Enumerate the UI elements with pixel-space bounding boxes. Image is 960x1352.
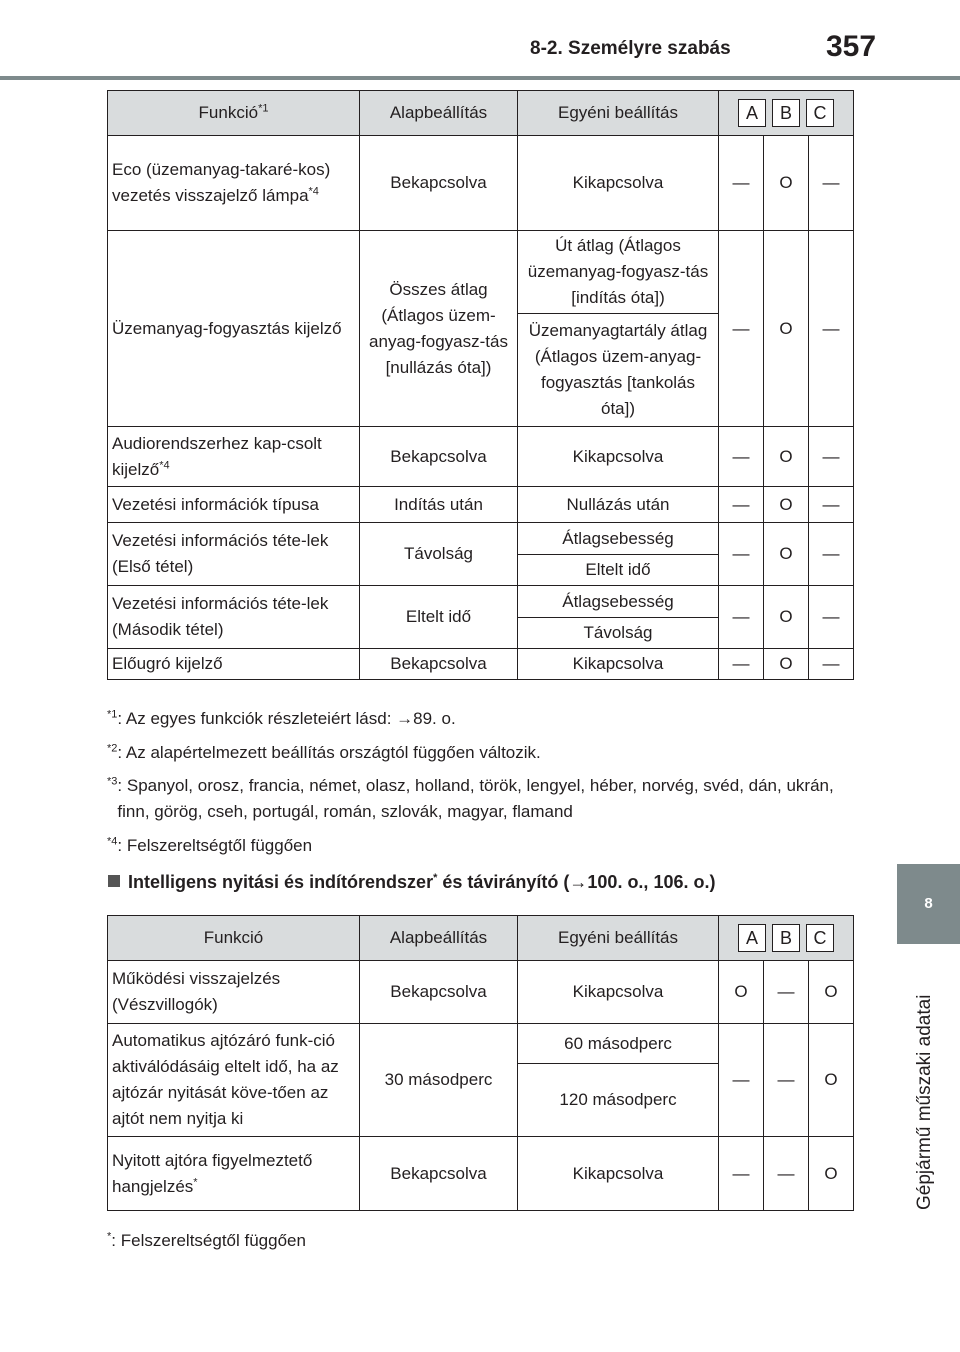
column-a-box: A xyxy=(738,924,766,952)
table-cell: Bekapcsolva xyxy=(360,427,518,487)
table-cell: Vezetési információk típusa xyxy=(108,487,360,523)
table-cell: — xyxy=(809,586,854,649)
table-cell: Bekapcsolva xyxy=(360,136,518,231)
table-cell: O xyxy=(764,649,809,680)
square-bullet-icon xyxy=(108,875,120,887)
table-cell: O xyxy=(764,487,809,523)
table-row xyxy=(108,231,854,314)
table-cell: O xyxy=(809,961,854,1024)
header-alapbeallitas: Alapbeállítás xyxy=(360,91,518,136)
table-cell: Előugró kijelző xyxy=(108,649,360,680)
column-a-box: A xyxy=(738,99,766,127)
header-egyeni: Egyéni beállítás xyxy=(518,91,719,136)
table-cell: Út átlag (Átlagos üzemanyag-fogyasz-tás [indítás óta]) xyxy=(518,231,719,314)
table-cell: Összes átlag (Átlagos üzem-anyag-fogyasz-tás [nullázás óta]) xyxy=(360,231,518,427)
footnote-4: $^{*4}$: Felszereltségtől függően xyxy=(107,835,313,855)
table-cell: O xyxy=(764,231,809,427)
table-cell: 120 másodperc xyxy=(518,1064,719,1137)
table-row xyxy=(108,487,854,523)
table-row xyxy=(108,427,854,487)
table-cell: O xyxy=(809,1024,854,1137)
table-cell: Eco (üzemanyag-takaré-kos) vezetés visszajelző lámpa$^{*4}$ xyxy=(108,136,360,231)
table-cell: Eltelt idő xyxy=(360,586,518,649)
table-header-row xyxy=(108,91,854,136)
table-cell: Működési visszajelzés (Vészvillogók) xyxy=(108,961,360,1024)
column-c-box: C xyxy=(806,99,834,127)
table-cell: O xyxy=(764,136,809,231)
table-cell: O xyxy=(764,586,809,649)
section-header: 8-2. Személyre szabás xyxy=(530,38,731,59)
table-cell: Nyitott ajtóra figyelmeztető hangjelzés* xyxy=(108,1137,360,1211)
table-cell: O xyxy=(719,961,764,1024)
table-cell: — xyxy=(719,649,764,680)
column-b-box: B xyxy=(772,924,800,952)
table-row xyxy=(108,961,854,1024)
table-cell: Bekapcsolva xyxy=(360,1137,518,1211)
table-cell: Kikapcsolva xyxy=(518,1137,719,1211)
table-row xyxy=(108,1024,854,1064)
table-cell: — xyxy=(719,231,764,427)
table-cell: — xyxy=(809,427,854,487)
table-cell: — xyxy=(719,136,764,231)
chapter-title: Gépjármű műszaki adatai xyxy=(914,994,935,1210)
table-cell: Távolság xyxy=(518,618,719,649)
table-cell: — xyxy=(719,1137,764,1211)
settings-table-1 xyxy=(107,90,854,680)
table-row xyxy=(108,523,854,555)
table-row xyxy=(108,649,854,680)
table-cell: — xyxy=(809,487,854,523)
table-cell: Kikapcsolva xyxy=(518,649,719,680)
table-cell: — xyxy=(809,649,854,680)
table-cell: — xyxy=(719,1024,764,1137)
table-cell: Távolság xyxy=(360,523,518,586)
chapter-tab: 8 xyxy=(897,864,960,944)
header-abc xyxy=(719,916,854,961)
footnote-table-2: *: Felszereltségtől függően xyxy=(107,1230,306,1250)
table-cell: Kikapcsolva xyxy=(518,427,719,487)
settings-table-2 xyxy=(107,915,854,1211)
table-cell: — xyxy=(719,487,764,523)
table-cell: Üzemanyag-fogyasztás kijelző xyxy=(108,231,360,427)
table-cell: O xyxy=(764,523,809,586)
table-row xyxy=(108,586,854,618)
footnote-2: $^{*2}$: Az alapértelmezett beállítás országtól függően változik. xyxy=(107,742,541,762)
table-cell: 60 másodperc xyxy=(518,1024,719,1064)
table-cell: Átlagsebesség xyxy=(518,586,719,618)
table-row xyxy=(108,136,854,231)
table-cell: Vezetési információs téte-lek (Első tétel) xyxy=(108,523,360,586)
table-cell: Bekapcsolva xyxy=(360,961,518,1024)
header-rule xyxy=(0,76,960,80)
table-cell: 30 másodperc xyxy=(360,1024,518,1137)
table-cell: Automatikus ajtózáró funk-ció aktiválódásáig eltelt idő, ha az ajtózár nyitását köve-tően az ajtót nem nyitja ki xyxy=(108,1024,360,1137)
table-cell: Átlagsebesség xyxy=(518,523,719,555)
table-cell: — xyxy=(809,523,854,586)
footnote-1: $^{*1}$: Az egyes funkciók részleteiért lásd: →89. o. xyxy=(107,708,456,728)
footnote-3: $^{*3}$: Spanyol, orosz, francia, német, olasz, holland, török, lengyel, héber, norvég, svéd, dán, ukrán, finn, görög, cseh, portugál, román, szlovák, magyar, flamand xyxy=(107,775,834,821)
table-cell: Kikapcsolva xyxy=(518,136,719,231)
header-egyeni: Egyéni beállítás xyxy=(518,916,719,961)
column-b-box: B xyxy=(772,99,800,127)
table-cell: — xyxy=(809,231,854,427)
table-header-row xyxy=(108,916,854,961)
table-row xyxy=(108,1137,854,1211)
table-cell: Kikapcsolva xyxy=(518,961,719,1024)
table-cell: — xyxy=(719,586,764,649)
table-cell: Bekapcsolva xyxy=(360,649,518,680)
table-cell: O xyxy=(809,1137,854,1211)
table-cell: Eltelt idő xyxy=(518,555,719,586)
table-cell: O xyxy=(764,427,809,487)
table-cell: — xyxy=(719,427,764,487)
header-alapbeallitas: Alapbeállítás xyxy=(360,916,518,961)
table-cell: Indítás után xyxy=(360,487,518,523)
header-abc xyxy=(719,91,854,136)
table-cell: Vezetési információs téte-lek (Második tétel) xyxy=(108,586,360,649)
table-cell: — xyxy=(764,1137,809,1211)
page-number: 357 xyxy=(826,30,877,63)
table-cell: — xyxy=(719,523,764,586)
table-cell: — xyxy=(764,1024,809,1137)
table-cell: — xyxy=(764,961,809,1024)
table-cell: Üzemanyagtartály átlag (Átlagos üzem-anyag-fogyasztás [tankolás óta]) xyxy=(518,314,719,427)
section-title: Intelligens nyitási és indítórendszer* és távirányító (→100. o., 106. o.) xyxy=(108,872,715,893)
table-cell: Nullázás után xyxy=(518,487,719,523)
header-funkcio: Funkció$^{*1}$ xyxy=(108,91,360,136)
column-c-box: C xyxy=(806,924,834,952)
table-cell: — xyxy=(809,136,854,231)
header-funkcio: Funkció xyxy=(108,916,360,961)
table-cell: Audiorendszerhez kap-csolt kijelző$^{*4}$ xyxy=(108,427,360,487)
